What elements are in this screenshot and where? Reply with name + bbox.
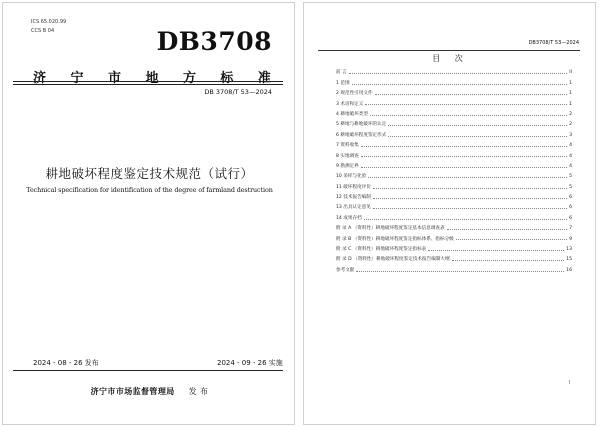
toc-page [303,2,596,425]
page-header-rule [318,50,580,51]
toc-entry-page: 6 [569,195,572,201]
toc-entry[interactable] [336,138,572,148]
toc-entry-title: 13 出具认定意见 [336,205,371,211]
toc-entry-title: 12 技术报告编制 [336,195,371,201]
toc-entry-title: 参考文献 [336,267,355,273]
toc-entry-page: 13 [566,247,572,253]
standard-name-char: 标 [220,71,234,86]
issuer-name: 济宁市市场监督管理局 [90,387,175,396]
toc-leader-dots [388,125,567,126]
document-title-cn: 耕地破坏程度鉴定技术规范（试行） [45,166,254,181]
toc-entry-page: 16 [566,267,572,273]
toc-entry-page: 5 [569,184,572,190]
toc-leader-dots [456,239,567,240]
ics-code: ICS 65.020.99 [31,19,67,25]
toc-entry-page: 1 [569,80,572,86]
toc-entry-title: 前 言 [336,70,347,76]
toc-entry-page: 1 [569,101,572,107]
standard-name-char: 方 [182,71,196,86]
standard-name-char: 准 [257,71,271,86]
toc-entry[interactable] [336,169,572,179]
toc-leader-dots [356,271,564,272]
toc-entry[interactable] [336,107,572,117]
toc-leader-dots [349,73,568,74]
toc-entry[interactable] [336,96,572,106]
toc-entry-page: 6 [569,215,572,221]
toc-entry-page: 2 [569,111,572,117]
toc-entry-page: 6 [569,205,572,211]
toc-leader-dots [428,250,564,251]
page-header: DB3708/T 53—2024 [528,40,579,46]
page-footer-number: I [569,380,571,386]
toc-entry-title: 附 录 B （资料性）耕地破坏程度鉴定指标体系、指标分级 [336,236,454,242]
toc-leader-dots [452,260,565,261]
toc-leader-dots [370,115,567,116]
issuer [3,386,296,397]
cover-page [2,2,295,425]
toc-entry[interactable] [336,200,572,210]
toc-entry[interactable] [336,179,572,189]
toc-leader-dots [368,177,567,178]
toc-entry[interactable] [336,159,572,169]
toc-entry[interactable] [336,148,572,158]
toc-entry-page: 4 [569,163,572,169]
toc-leader-dots [388,136,567,137]
toc-list [336,65,572,273]
toc-entry-title: 6 耕地破坏程度鉴定形式 [336,132,387,138]
toc-entry-title: 3 术语和定义 [336,101,364,107]
toc-entry-page: 4 [569,143,572,149]
toc-entry-title: 9 勘测定界 [336,163,359,169]
standard-name-char: 市 [107,71,121,86]
ccs-code: CCS B 04 [31,28,55,34]
standard-name-char: 济 [33,71,47,86]
toc-entry[interactable] [336,252,572,262]
toc-entry-title: 7 资料收集 [336,143,359,149]
toc-leader-dots [373,198,567,199]
toc-entry-title: 14 成果存档 [336,215,362,221]
header-rule [13,81,283,82]
standard-name-char: 地 [145,71,159,86]
toc-entry-title: 2 规范性引用文件 [336,91,373,97]
toc-entry-page: 7 [569,226,572,232]
toc-entry[interactable] [336,210,572,220]
implement-date: 2024 - 09 - 26 实施 [217,359,283,367]
toc-entry-page: 1 [569,91,572,97]
toc-entry-page: 9 [569,236,572,242]
toc-leader-dots [375,94,568,95]
toc-entry[interactable] [336,190,572,200]
toc-entry-page: 15 [566,257,572,263]
toc-entry[interactable] [336,127,572,137]
toc-leader-dots [352,84,567,85]
toc-entry-title: 5 耕地与耕地破坏的认定 [336,122,387,128]
toc-entry[interactable] [336,117,572,127]
publish-date: 2024 - 08 - 26 发布 [33,359,99,367]
toc-entry[interactable] [336,221,572,231]
toc-leader-dots [361,156,567,157]
toc-entry-page: II [569,70,572,76]
toc-leader-dots [361,167,567,168]
toc-entry-page: 2 [569,122,572,128]
toc-entry-page: 3 [569,132,572,138]
issuer-suffix: 发 布 [188,387,209,396]
toc-entry-title: 附 录 C （资料性）耕地破坏程度鉴定指标表 [336,247,427,253]
toc-entry[interactable] [336,86,572,96]
toc-entry[interactable] [336,262,572,272]
toc-leader-dots [373,188,567,189]
toc-entry-title: 1 范围 [336,80,350,86]
toc-entry-title: 10 采样与化验 [336,174,367,180]
toc-entry[interactable] [336,231,572,241]
document-title-en: Technical specification for identification of the degree of farmland destruction [26,186,273,194]
header-rule-thin [13,84,283,85]
toc-leader-dots [365,104,567,105]
toc-leader-dots [447,229,567,230]
toc-entry-page: 4 [569,153,572,159]
toc-entry-title: 4 耕地破坏类型 [336,111,368,117]
toc-entry-title: 11 破坏程度评价 [336,184,371,190]
standard-number: DB 3708/T 53—2024 [204,88,272,96]
toc-leader-dots [373,208,567,209]
toc-entry-title: 附 录 A （资料性）耕地破坏程度鉴定基本信息调查表 [336,226,445,232]
toc-entry[interactable] [336,75,572,85]
standard-name-char: 宁 [70,71,84,86]
toc-entry[interactable] [336,65,572,75]
toc-entry-title: 附 录 D （资料性）耕地破坏程度鉴定技术报告编制大纲 [336,257,450,263]
toc-entry[interactable] [336,242,572,252]
toc-leader-dots [364,219,567,220]
standard-code: DB3708 [156,27,272,56]
toc-entry-title: 8 实地调查 [336,153,359,159]
footer-rule [13,370,283,371]
toc-leader-dots [361,146,567,147]
toc-entry-page: 5 [569,174,572,180]
toc-title: 目 次 [432,54,469,63]
